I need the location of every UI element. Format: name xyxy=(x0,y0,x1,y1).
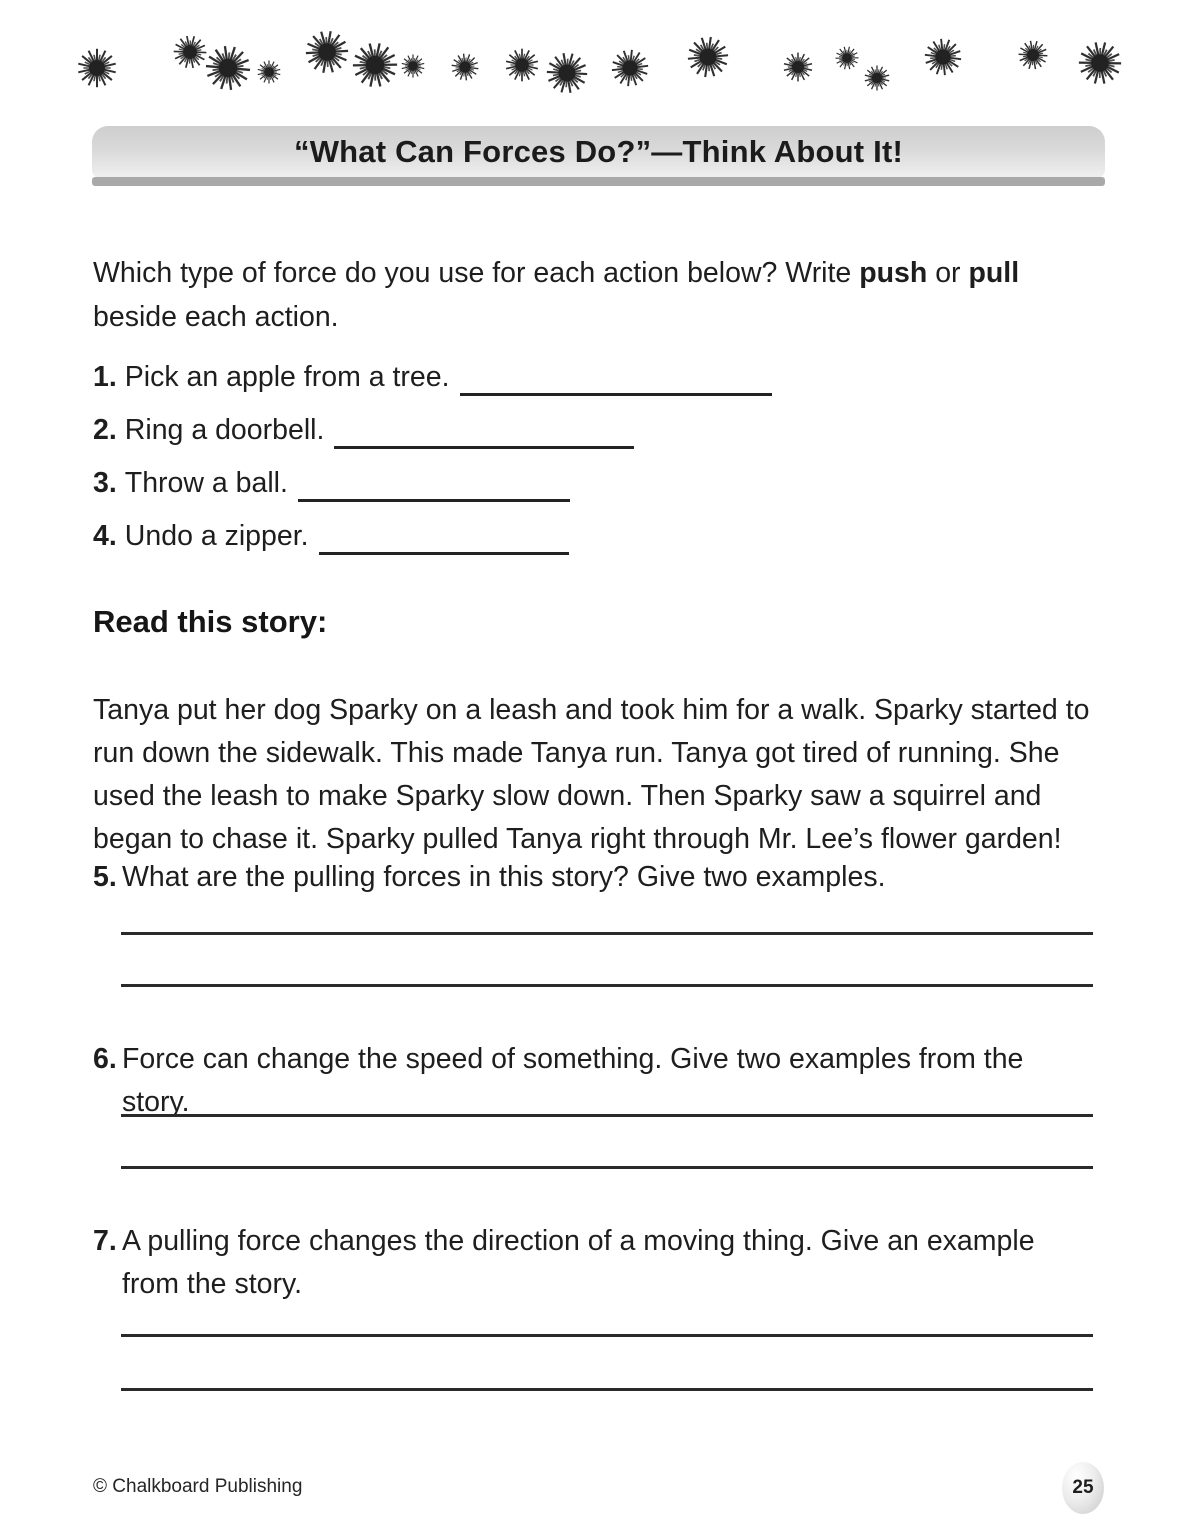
question-6-text: Force can change the speed of something. Give two examples from the story. xyxy=(122,1043,1024,1118)
question-2-text: Ring a doorbell. xyxy=(124,414,325,446)
starburst-icon xyxy=(783,52,813,82)
question-4-text: Undo a zipper. xyxy=(124,520,309,552)
question-4-answer-blank xyxy=(319,522,569,555)
question-1-text: Pick an apple from a tree. xyxy=(124,361,450,393)
question-5-answer-line-1 xyxy=(121,932,1093,935)
starburst-icon xyxy=(447,49,483,85)
intro-text-3: beside each action. xyxy=(93,300,339,333)
question-5-text: What are the pulling forces in this story? Give two examples. xyxy=(122,861,886,893)
question-7-answer-line-2 xyxy=(121,1388,1093,1391)
question-7-number: 7. xyxy=(93,1225,117,1257)
starburst-icon xyxy=(202,42,254,94)
starburst-icon xyxy=(77,48,117,88)
starburst-icon xyxy=(682,31,735,84)
question-3-text: Throw a ball. xyxy=(124,467,288,499)
intro-instructions xyxy=(93,251,1045,339)
question-4 xyxy=(93,517,569,555)
question-2 xyxy=(93,411,634,449)
question-3-number: 3. xyxy=(93,467,117,499)
starburst-icon xyxy=(1014,36,1051,73)
starburst-icon xyxy=(543,49,592,98)
question-1-answer-blank xyxy=(460,363,772,396)
starburst-icon xyxy=(347,37,403,93)
question-4-number: 4. xyxy=(93,520,117,552)
starburst-icon xyxy=(922,36,964,78)
question-3-answer-blank xyxy=(298,469,570,502)
starburst-icon xyxy=(401,54,425,78)
question-6-answer-line-1 xyxy=(121,1114,1093,1117)
starburst-icon xyxy=(302,27,353,78)
title-banner-shadow xyxy=(92,177,1105,186)
question-2-answer-blank xyxy=(334,416,634,449)
question-5-answer-line-2 xyxy=(121,984,1093,987)
story-heading: Read this story: xyxy=(93,604,328,639)
question-1 xyxy=(93,358,772,396)
page-title: “What Can Forces Do?”—Think About It! xyxy=(294,134,903,169)
story-paragraph: Tanya put her dog Sparky on a leash and took him for a walk. Sparky started to run down the sidewalk. This made Tanya run. Tanya got tired of running. She used the leash to make Sparky slow down. Then Sparky saw a squirrel and began to chase it. Sparky pulled Tanya right through Mr. Lee’s flower garden! xyxy=(93,693,1090,855)
question-1-number: 1. xyxy=(93,361,117,393)
question-2-number: 2. xyxy=(93,414,117,446)
page-number-badge xyxy=(1062,1462,1104,1514)
question-5 xyxy=(93,856,1083,899)
question-6-number: 6. xyxy=(93,1043,117,1075)
intro-bold-push: push xyxy=(859,256,928,289)
page-number: 25 xyxy=(1072,1477,1094,1498)
question-7 xyxy=(93,1220,1083,1306)
question-5-number: 5. xyxy=(93,861,117,893)
question-7-answer-line-1 xyxy=(121,1334,1093,1337)
question-3 xyxy=(93,464,570,502)
question-6 xyxy=(93,1038,1083,1124)
intro-bold-pull: pull xyxy=(968,256,1020,289)
starburst-icon xyxy=(1074,37,1126,89)
starburst-icon xyxy=(864,65,890,91)
starburst-icon xyxy=(609,47,651,89)
question-6-answer-line-2 xyxy=(121,1166,1093,1169)
title-banner xyxy=(92,126,1105,178)
copyright-text: © Chalkboard Publishing xyxy=(93,1476,303,1497)
starburst-icon xyxy=(833,44,861,72)
star-decoration-band xyxy=(0,0,1187,118)
starburst-icon xyxy=(257,60,281,84)
question-7-text: A pulling force changes the direction of a moving thing. Give an example from the story. xyxy=(122,1225,1035,1300)
intro-text-1: Which type of force do you use for each action below? Write xyxy=(93,256,860,289)
intro-text-2: or xyxy=(927,256,969,289)
starburst-icon xyxy=(505,48,539,82)
